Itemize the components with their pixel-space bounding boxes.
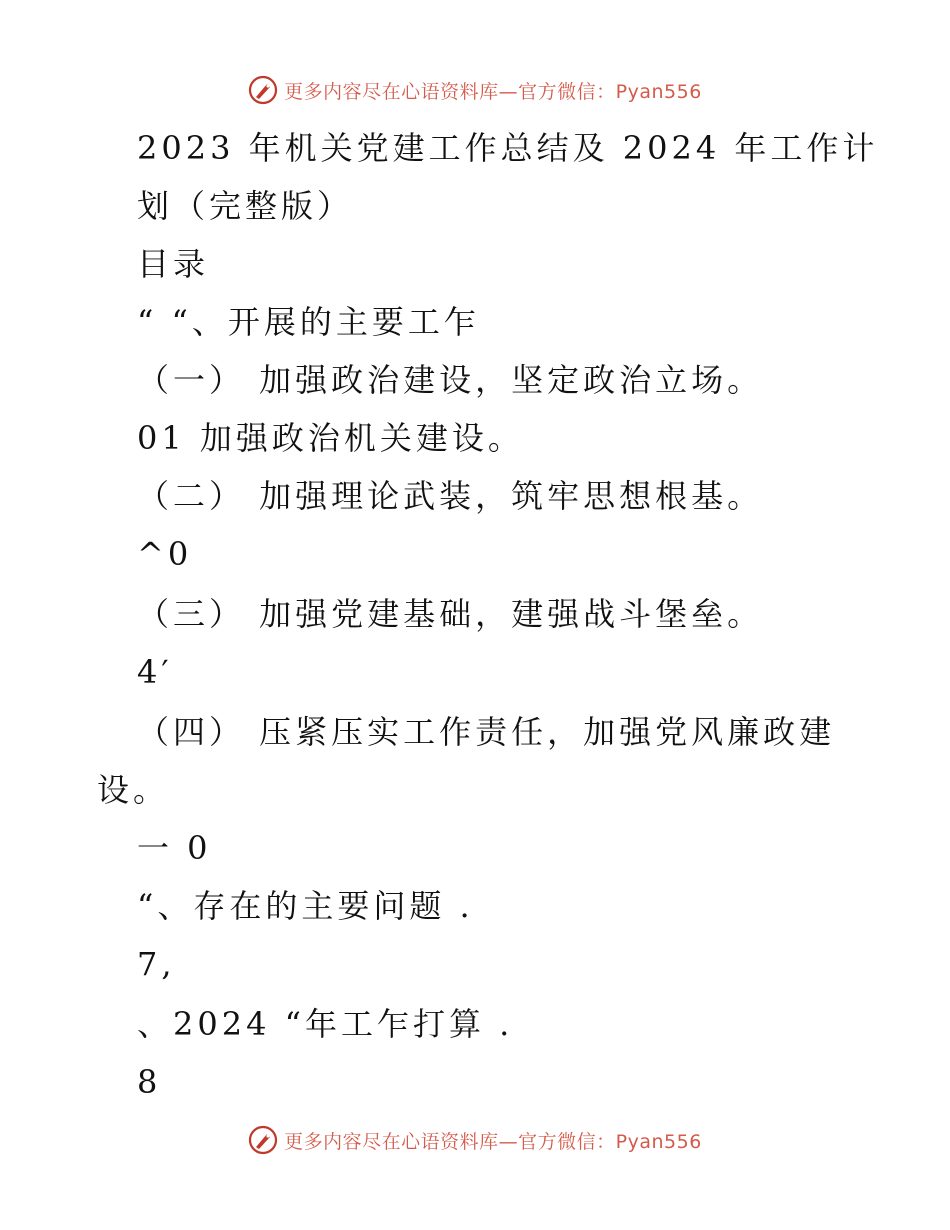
toc-entry: “ “、开展的主要工乍 <box>137 303 480 341</box>
toc-entry: 、2024 “年工乍打算 . <box>137 1005 514 1043</box>
document-title-line-1: 2023 年机关党建工作总结及 2024 年工作计 <box>137 129 879 167</box>
toc-entry-continuation: 设。 <box>97 771 170 809</box>
toc-entry: （二） 加强理论武装，筑牢思想根基。 <box>137 477 764 515</box>
toc-entry: （四） 压紧压实工作责任，加强党风廉政建 <box>137 713 836 751</box>
toc-page-number: 4′ <box>137 653 173 691</box>
watermark-text: 更多内容尽在心语资料库—官方微信：Pyan556 <box>284 1130 702 1153</box>
pen-nib-logo-icon <box>248 1125 278 1155</box>
toc-heading: 目录 <box>137 245 210 283</box>
document-title-line-2: 划（完整版） <box>137 187 354 225</box>
toc-entry: （一） 加强政治建设，坚定政治立场。 <box>137 361 764 399</box>
toc-page-number: 7, <box>137 945 176 983</box>
toc-entry: “、存在的主要问题 . <box>137 887 474 925</box>
toc-entry: 01 加强政治机关建设。 <box>137 419 524 457</box>
watermark-text: 更多内容尽在心语资料库—官方微信：Pyan556 <box>284 80 702 103</box>
watermark-footer <box>0 1120 950 1160</box>
toc-page-number: 8 <box>137 1063 162 1101</box>
toc-page-number: 一 0 <box>137 829 212 867</box>
toc-entry: （三） 加强党建基础，建强战斗堡垒。 <box>137 595 764 633</box>
toc-page-number: ^0 <box>137 535 193 573</box>
watermark-header <box>0 70 950 110</box>
pen-nib-logo-icon <box>248 75 278 105</box>
